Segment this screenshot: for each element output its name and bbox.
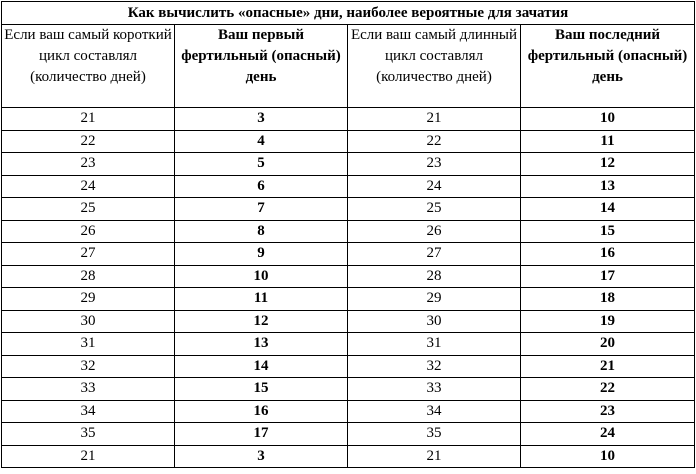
table-row — [2, 445, 695, 468]
last-fertile-day-cell: 14 — [521, 198, 695, 221]
table-row — [2, 220, 695, 243]
table-row — [2, 108, 695, 131]
long-cycle-cell: 21 — [348, 108, 521, 131]
last-fertile-day-cell: 22 — [521, 378, 695, 401]
first-fertile-day-cell: 10 — [175, 265, 348, 288]
first-fertile-day-cell: 14 — [175, 355, 348, 378]
table-row — [2, 378, 695, 401]
long-cycle-cell: 27 — [348, 243, 521, 266]
first-fertile-day-cell: 13 — [175, 333, 348, 356]
first-fertile-day-cell: 7 — [175, 198, 348, 221]
first-fertile-day-cell: 6 — [175, 175, 348, 198]
first-fertile-day-cell: 9 — [175, 243, 348, 266]
short-cycle-cell: 21 — [2, 108, 175, 131]
long-cycle-cell: 35 — [348, 423, 521, 446]
long-cycle-cell: 24 — [348, 175, 521, 198]
short-cycle-cell: 26 — [2, 220, 175, 243]
table-row — [2, 198, 695, 221]
short-cycle-cell: 28 — [2, 265, 175, 288]
short-cycle-cell: 24 — [2, 175, 175, 198]
last-fertile-day-cell: 10 — [521, 445, 695, 468]
long-cycle-cell: 29 — [348, 288, 521, 311]
table-row — [2, 423, 695, 446]
title-row — [2, 2, 695, 25]
short-cycle-cell: 29 — [2, 288, 175, 311]
short-cycle-cell: 23 — [2, 153, 175, 176]
table-title: Как вычислить «опасные» дни, наиболее вероятные для зачатия — [2, 2, 695, 25]
table-row — [2, 243, 695, 266]
table-row — [2, 130, 695, 153]
last-fertile-day-cell: 13 — [521, 175, 695, 198]
short-cycle-cell: 35 — [2, 423, 175, 446]
table-row — [2, 333, 695, 356]
last-fertile-day-cell: 24 — [521, 423, 695, 446]
first-fertile-day-cell: 15 — [175, 378, 348, 401]
first-fertile-day-cell: 3 — [175, 108, 348, 131]
first-fertile-day-cell: 11 — [175, 288, 348, 311]
last-fertile-day-cell: 19 — [521, 310, 695, 333]
short-cycle-cell: 33 — [2, 378, 175, 401]
first-fertile-day-cell: 4 — [175, 130, 348, 153]
long-cycle-cell: 33 — [348, 378, 521, 401]
short-cycle-cell: 32 — [2, 355, 175, 378]
last-fertile-day-cell: 17 — [521, 265, 695, 288]
short-cycle-cell: 34 — [2, 400, 175, 423]
table-row — [2, 265, 695, 288]
short-cycle-cell: 22 — [2, 130, 175, 153]
header-short-cycle: Если ваш самый короткий цикл составлял (количество дней) — [2, 25, 175, 108]
header-last-fertile-day: Ваш последний фертильный (опасный) день — [521, 25, 695, 108]
first-fertile-day-cell: 8 — [175, 220, 348, 243]
long-cycle-cell: 30 — [348, 310, 521, 333]
fertile-days-table — [1, 1, 695, 468]
short-cycle-cell: 25 — [2, 198, 175, 221]
table-row — [2, 400, 695, 423]
header-long-cycle: Если ваш самый длинный цикл составлял (количество дней) — [348, 25, 521, 108]
long-cycle-cell: 34 — [348, 400, 521, 423]
table-row — [2, 288, 695, 311]
table-row — [2, 310, 695, 333]
header-row — [2, 25, 695, 108]
last-fertile-day-cell: 12 — [521, 153, 695, 176]
last-fertile-day-cell: 23 — [521, 400, 695, 423]
last-fertile-day-cell: 21 — [521, 355, 695, 378]
last-fertile-day-cell: 16 — [521, 243, 695, 266]
last-fertile-day-cell: 18 — [521, 288, 695, 311]
short-cycle-cell: 31 — [2, 333, 175, 356]
long-cycle-cell: 28 — [348, 265, 521, 288]
header-first-fertile-day: Ваш первый фертильный (опасный) день — [175, 25, 348, 108]
last-fertile-day-cell: 20 — [521, 333, 695, 356]
first-fertile-day-cell: 5 — [175, 153, 348, 176]
long-cycle-cell: 22 — [348, 130, 521, 153]
first-fertile-day-cell: 12 — [175, 310, 348, 333]
table-body — [2, 108, 695, 468]
short-cycle-cell: 27 — [2, 243, 175, 266]
long-cycle-cell: 25 — [348, 198, 521, 221]
long-cycle-cell: 23 — [348, 153, 521, 176]
first-fertile-day-cell: 17 — [175, 423, 348, 446]
last-fertile-day-cell: 10 — [521, 108, 695, 131]
short-cycle-cell: 21 — [2, 445, 175, 468]
table-row — [2, 153, 695, 176]
table-row — [2, 355, 695, 378]
long-cycle-cell: 31 — [348, 333, 521, 356]
long-cycle-cell: 26 — [348, 220, 521, 243]
long-cycle-cell: 21 — [348, 445, 521, 468]
first-fertile-day-cell: 3 — [175, 445, 348, 468]
last-fertile-day-cell: 15 — [521, 220, 695, 243]
last-fertile-day-cell: 11 — [521, 130, 695, 153]
long-cycle-cell: 32 — [348, 355, 521, 378]
short-cycle-cell: 30 — [2, 310, 175, 333]
table-row — [2, 175, 695, 198]
first-fertile-day-cell: 16 — [175, 400, 348, 423]
